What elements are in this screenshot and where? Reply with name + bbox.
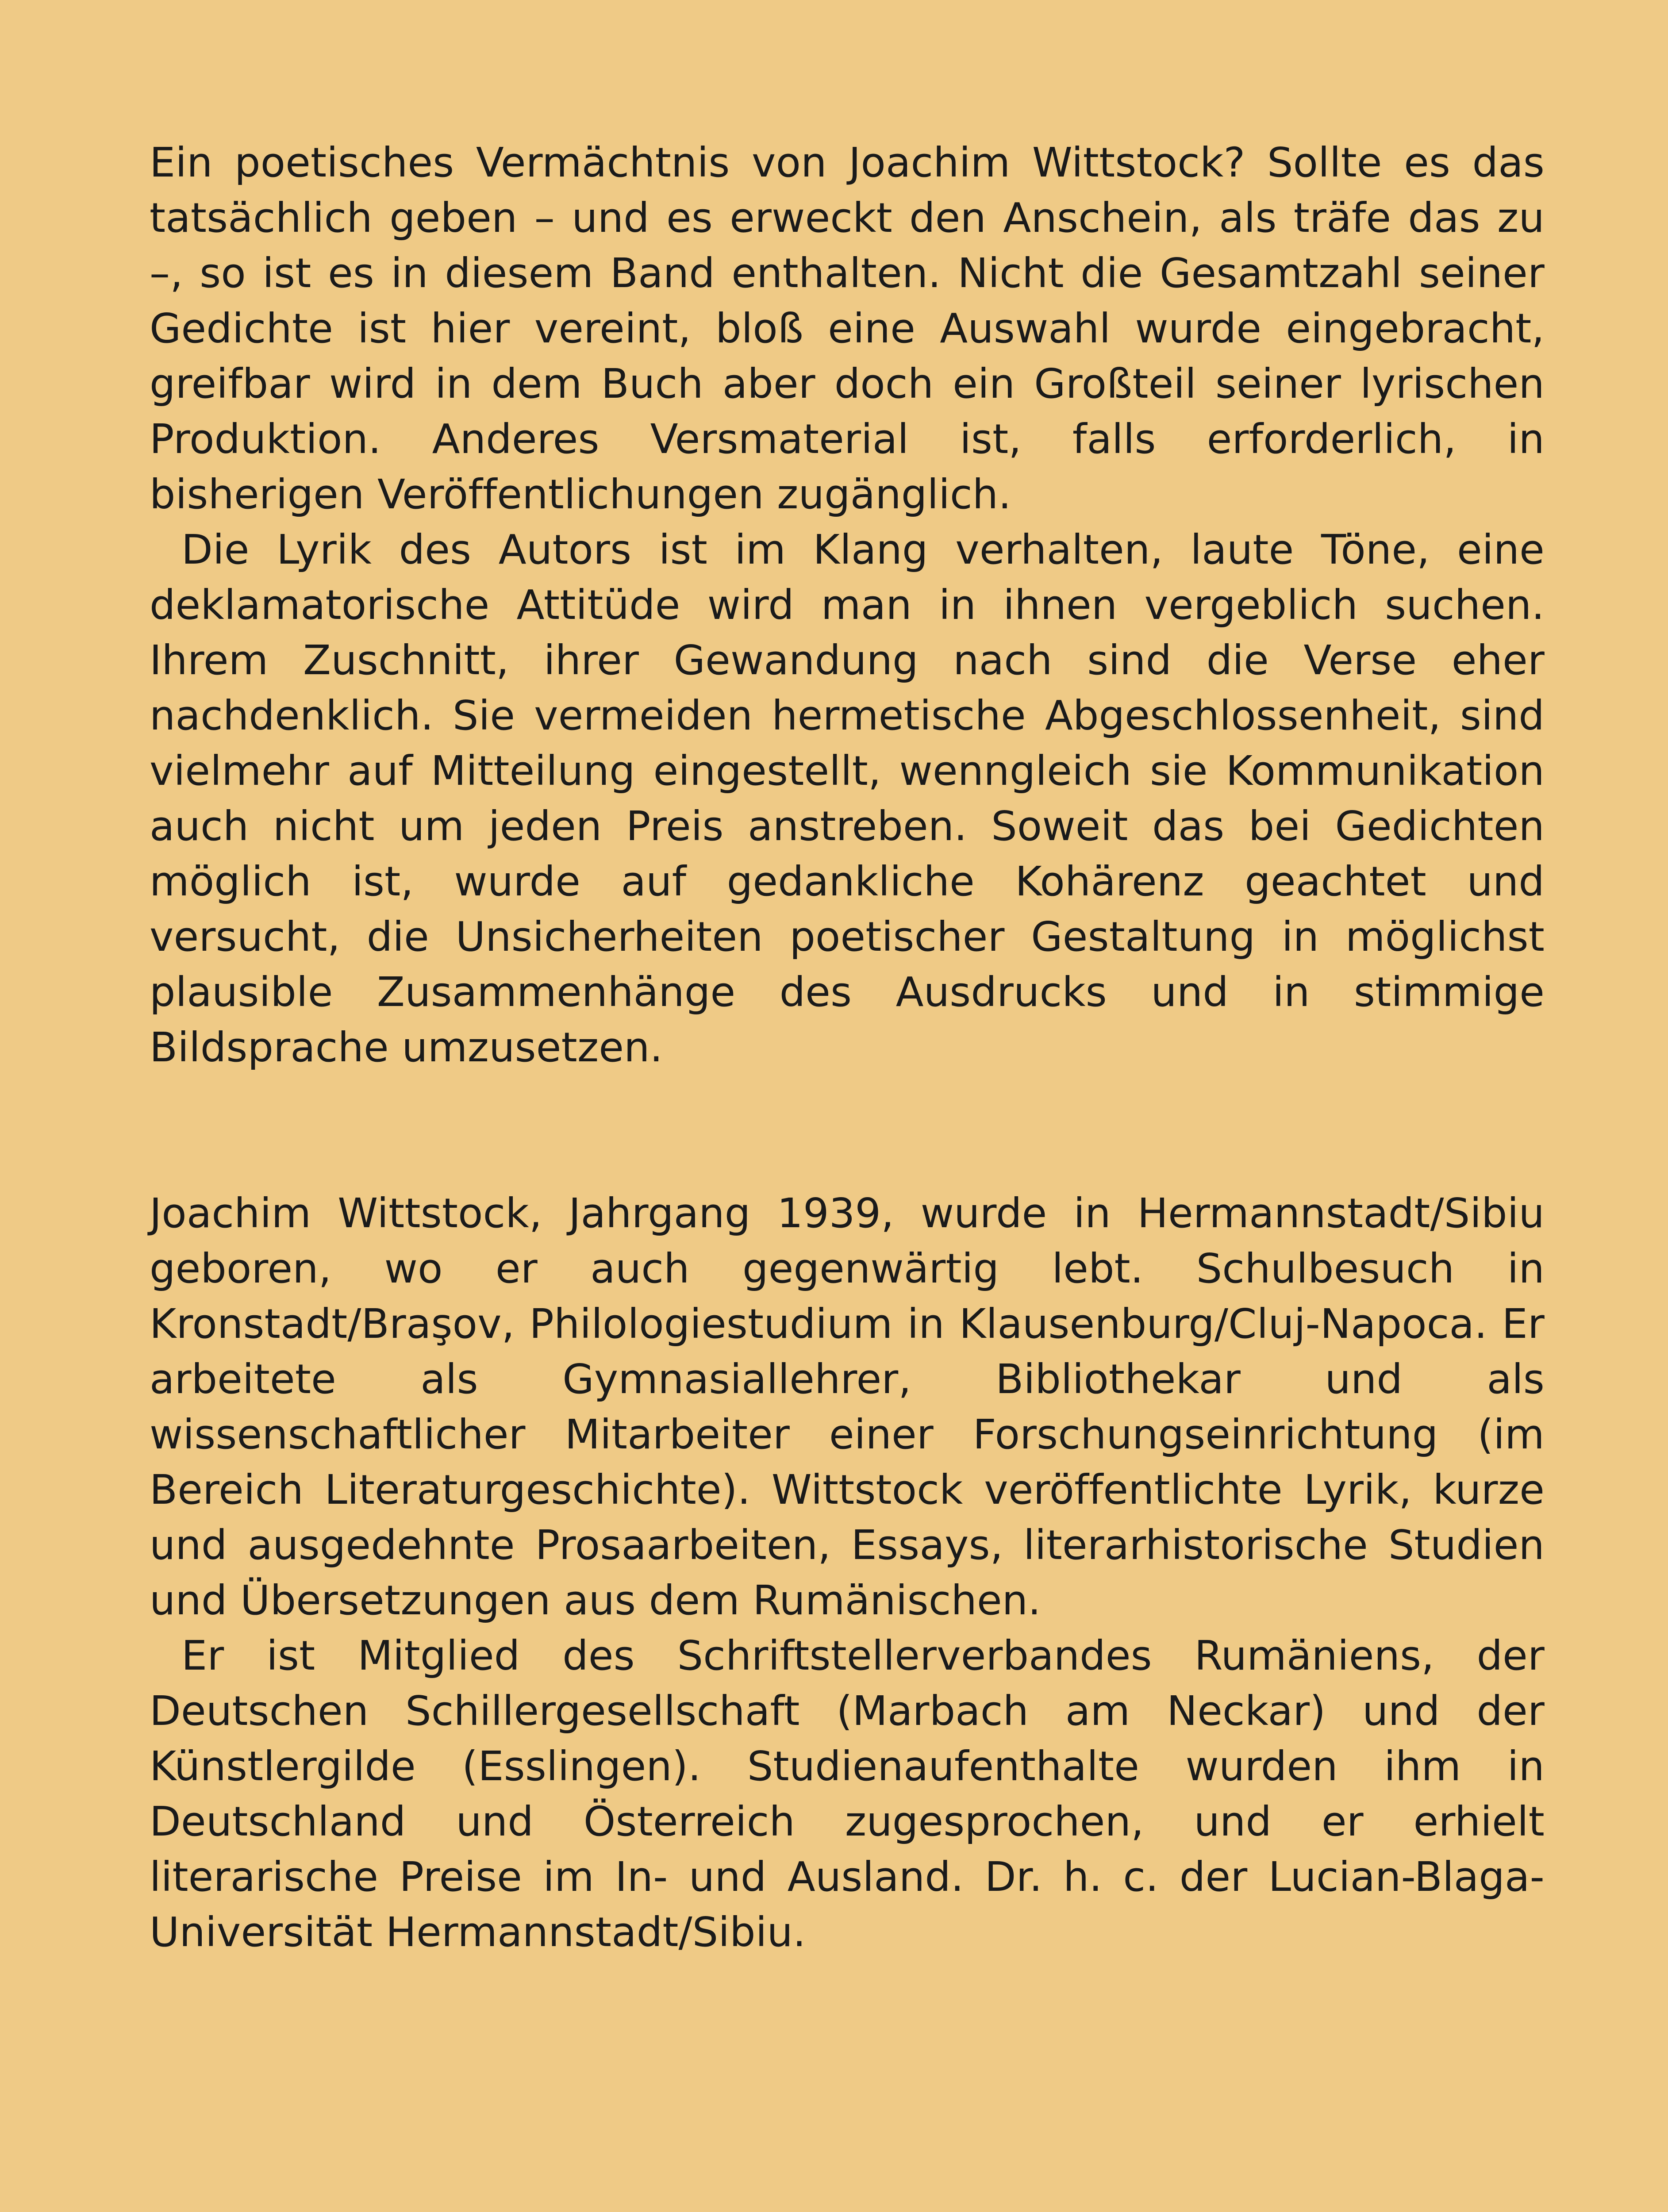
bio-paragraph-1: Joachim Wittstock, Jahrgang 1939, wurde in Hermannstadt/Sibiu geboren, wo er auch gegenwärtig lebt. Schulbesuch in Kronstadt/Braşov, Philologiestudium in Klausenburg/Cluj-Napoca. Er arbeitete als Gymnasiallehrer, Bibliothekar und als wissenschaftlicher Mitarbeiter einer Forschungseinrichtung (im Bereich Literaturgeschichte). Wittstock veröffentlichte Lyrik, kurze und ausgedehnte Prosaarbeiten, Essays, literarhistorische Studien und Übersetzungen aus dem Rumänischen. [150, 1190, 1545, 1624]
publisher-blurb [150, 135, 1545, 1075]
blurb-paragraph-1: Ein poetisches Vermächtnis von Joachim Wittstock? Sollte es das tatsächlich geben – und es erweckt den Anschein, als träfe das zu –, so ist es in diesem Band enthalten. Nicht die Gesamtzahl seiner Gedichte ist hier vereint, bloß eine Auswahl wurde eingebracht, greifbar wird in dem Buch aber doch ein Großteil seiner lyrischen Produktion. Anderes Versmaterial ist, falls erforderlich, in bisherigen Veröffentlichungen zugänglich. [150, 139, 1545, 518]
author-biography [150, 1186, 1545, 1960]
bio-paragraph-2: Er ist Mitglied des Schriftstellerverbandes Rumäniens, der Deutschen Schillergesellschaft (Marbach am Neckar) und der Künstlergilde (Esslingen). Studienaufenthalte wurden ihm in Deutschland und Österreich zugesprochen, und er erhielt literarische Preise im In- und Ausland. Dr. h. c. der Lucian-Blaga-Universität Hermannstadt/Sibiu. [150, 1632, 1545, 1956]
blurb-paragraph-2: Die Lyrik des Autors ist im Klang verhalten, laute Töne, eine deklamatorische Attitüde wird man in ihnen vergeblich suchen. Ihrem Zuschnitt, ihrer Gewandung nach sind die Verse eher nachdenklich. Sie vermeiden hermetische Abgeschlossenheit, sind vielmehr auf Mitteilung eingestellt, wenngleich sie Kommunikation auch nicht um jeden Preis anstreben. Soweit das bei Gedichten möglich ist, wurde auf gedankliche Kohärenz geachtet und versucht, die Unsicherheiten poetischer Gestaltung in möglichst plausible Zusammenhänge des Ausdrucks und in stimmige Bildsprache umzusetzen. [150, 526, 1545, 1071]
